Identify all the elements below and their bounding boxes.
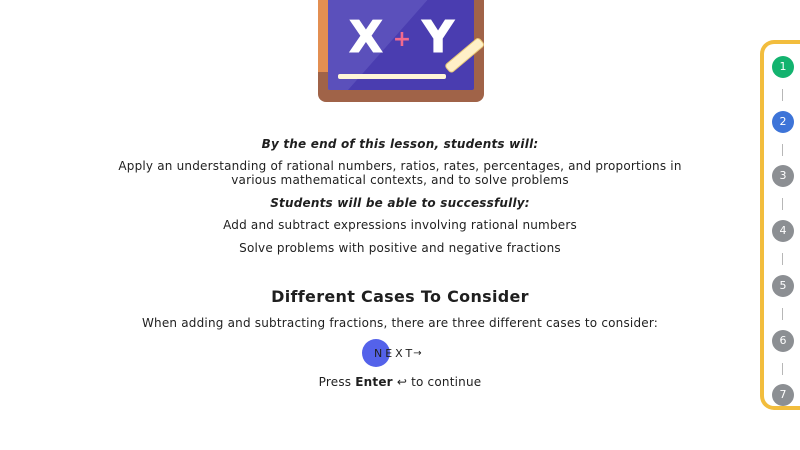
hint-suffix: to continue xyxy=(411,375,482,389)
progress-connector xyxy=(782,363,783,375)
chalk-plus: + xyxy=(392,27,412,52)
progress-step-3[interactable]: 3 xyxy=(772,165,794,187)
next-button[interactable] xyxy=(362,339,442,367)
progress-connector xyxy=(782,144,783,156)
hint-enter-key: Enter xyxy=(355,375,393,389)
hint-prefix: Press xyxy=(318,375,352,389)
next-button-label: NEXT xyxy=(374,346,416,360)
skill-item-2: Solve problems with positive and negative fractions xyxy=(239,241,561,255)
enter-key-icon: ↩ xyxy=(396,375,408,389)
section-text: When adding and subtracting fractions, there are three different cases to consider: xyxy=(141,316,659,330)
progress-connector xyxy=(782,308,783,320)
chalk-x: X xyxy=(349,12,383,63)
chalkboard-illustration xyxy=(318,0,484,102)
chalk-y: Y xyxy=(422,12,454,63)
intro-heading: By the end of this lesson, students will: xyxy=(261,137,539,151)
section-title: Different Cases To Consider xyxy=(271,287,529,306)
progress-connector xyxy=(782,198,783,210)
progress-step-2[interactable]: 2 xyxy=(772,111,794,133)
progress-step-4[interactable]: 4 xyxy=(772,220,794,242)
progress-connector xyxy=(782,89,783,101)
progress-connector xyxy=(782,253,783,265)
continue-hint xyxy=(0,375,800,389)
progress-step-7[interactable]: 7 xyxy=(772,384,794,406)
skill-item-1: Add and subtract expressions involving rational numbers xyxy=(223,218,577,232)
progress-step-5[interactable]: 5 xyxy=(772,275,794,297)
objective-text: Apply an understanding of rational numbers, ratios, rates, percentages, and proportions in various mathematical contexts, and to solve problems xyxy=(118,159,682,187)
progress-step-6[interactable]: 6 xyxy=(772,330,794,352)
progress-step-1[interactable]: 1 xyxy=(772,56,794,78)
arrow-right-icon: → xyxy=(413,347,422,359)
skills-heading: Students will be able to successfully: xyxy=(270,196,530,210)
